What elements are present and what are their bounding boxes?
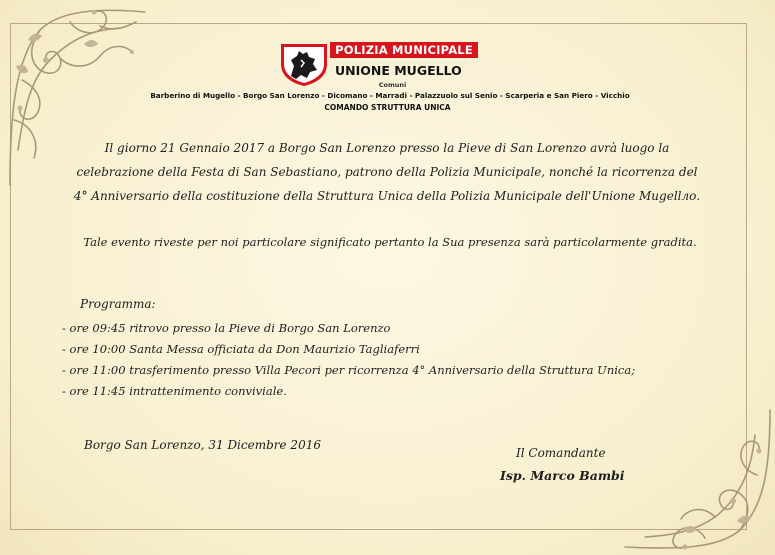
program-list: [62, 318, 702, 402]
corner-ornament-icon: [605, 405, 775, 555]
comuni-list: Barberino di Mugello - Borgo San Lorenzo - Dicomano - Marradi - Palazzuolo sul Senio - Scarperia e San Piero - Vicchio: [150, 91, 630, 100]
program-title: Programma:: [80, 297, 156, 311]
significance-paragraph: Tale evento riveste per noi particolare significato pertanto la Sua presenza sarà particolarmente gradita.: [83, 235, 697, 249]
comando-label: COMANDO STRUTTURA UNICA: [324, 103, 451, 112]
comuni-label: Comuni: [378, 81, 407, 89]
police-badge-label: POLIZIA MUNICIPALE: [330, 42, 478, 58]
place-date: Borgo San Lorenzo, 31 Dicembre 2016: [84, 438, 321, 452]
signer-name: Isp. Marco Bambi: [500, 468, 625, 483]
union-name: UNIONE MUGELLO: [335, 63, 462, 78]
program-item: - ore 10:00 Santa Messa officiata da Don Maurizio Tagliaferri: [62, 342, 420, 356]
program-item: - ore 11:45 intrattenimento conviviale.: [62, 384, 287, 398]
signer-title: Il Comandante: [516, 446, 606, 460]
program-item: - ore 09:45 ritrovo presso la Pieve di Borgo San Lorenzo: [62, 321, 391, 335]
invitation-paragraph: Il giorno 21 Gennaio 2017 a Borgo San Lorenzo presso la Pieve di San Lorenzo avrà luogo la celebrazione della Festa di San Sebastiano, patrono della Polizia Municipale, nonché la ricorrenza del 4° Anniversario della costituzione della Struttura Unica della Polizia Municipale dell'Unione Mugellло.: [73, 141, 701, 203]
program-item: - ore 11:00 trasferimento presso Villa Pecori per ricorrenza 4° Anniversario della Struttura Unica;: [62, 363, 636, 377]
